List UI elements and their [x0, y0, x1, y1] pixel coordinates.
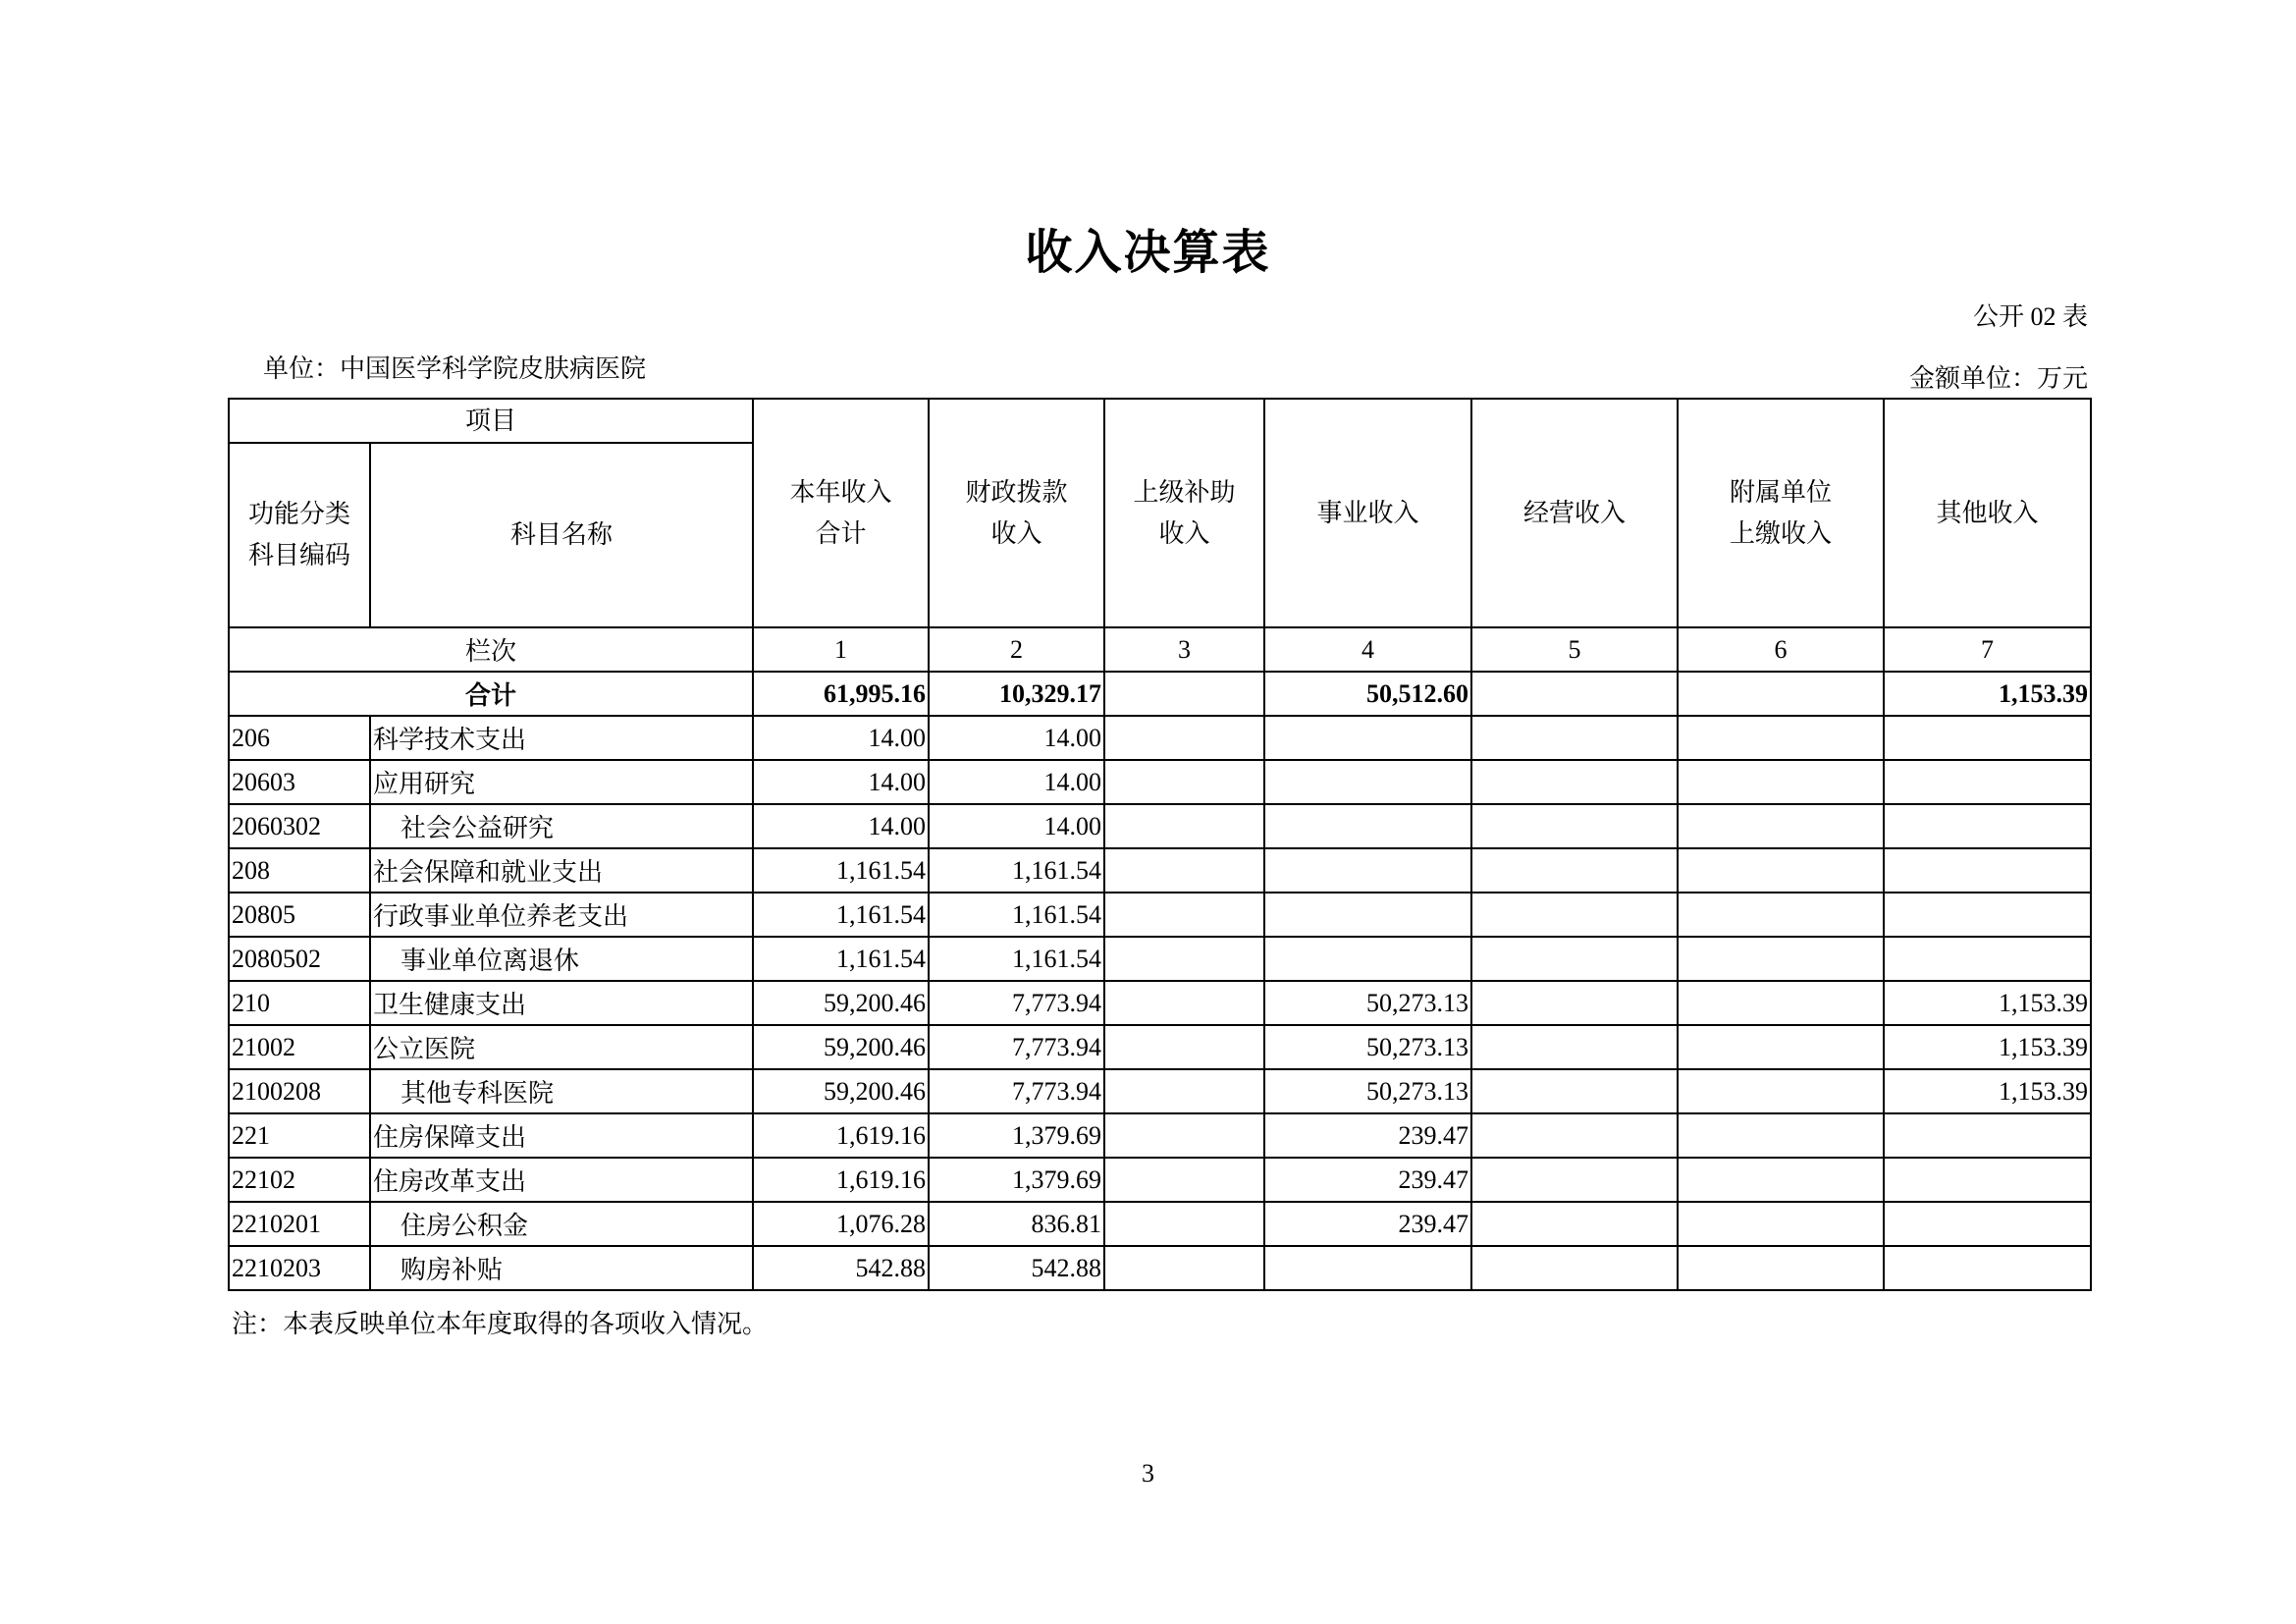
amount-cell [1678, 1246, 1884, 1290]
table-row [229, 1246, 2091, 1290]
amount-cell [1264, 848, 1471, 893]
amount-cell [1678, 848, 1884, 893]
amount-cell [1264, 1246, 1471, 1290]
amount-cell [1471, 1202, 1678, 1246]
amount-cell [1678, 937, 1884, 981]
amount-cell: 542.88 [753, 1246, 929, 1290]
header-other-income: 其他收入 [1884, 399, 2091, 627]
amount-cell [1264, 937, 1471, 981]
amount-cell: 14.00 [929, 760, 1104, 804]
amount-cell [1471, 1069, 1678, 1113]
subject-code: 221 [229, 1113, 370, 1158]
amount-cell: 14.00 [753, 804, 929, 848]
header-project: 项目 [229, 399, 753, 443]
page-number: 3 [1142, 1459, 1154, 1488]
table-row [229, 1025, 2091, 1069]
subject-name: 住房公积金 [370, 1202, 753, 1246]
total-value [1471, 672, 1678, 716]
amount-cell: 1,161.54 [753, 893, 929, 937]
amount-cell [1884, 760, 2091, 804]
amount-cell [1104, 981, 1264, 1025]
amount-cell [1471, 893, 1678, 937]
reporting-unit: 单位：中国医学科学院皮肤病医院 [263, 354, 647, 383]
amount-cell: 1,161.54 [929, 937, 1104, 981]
total-value: 50,512.60 [1264, 672, 1471, 716]
subject-name: 社会公益研究 [370, 804, 753, 848]
subject-name: 其他专科医院 [370, 1069, 753, 1113]
subject-code: 206 [229, 716, 370, 760]
amount-cell [1104, 1069, 1264, 1113]
amount-cell: 1,619.16 [753, 1113, 929, 1158]
subject-code: 20805 [229, 893, 370, 937]
amount-cell: 14.00 [929, 804, 1104, 848]
total-label: 合计 [229, 672, 753, 716]
amount-cell [1104, 1158, 1264, 1202]
amount-cell [1471, 937, 1678, 981]
amount-cell [1471, 1113, 1678, 1158]
amount-cell [1678, 760, 1884, 804]
amount-cell: 50,273.13 [1264, 1025, 1471, 1069]
amount-cell [1884, 848, 2091, 893]
amount-cell: 59,200.46 [753, 981, 929, 1025]
amount-cell: 7,773.94 [929, 981, 1104, 1025]
amount-cell: 1,161.54 [929, 893, 1104, 937]
total-value: 10,329.17 [929, 672, 1104, 716]
column-number: 7 [1884, 627, 2091, 672]
amount-cell [1884, 1158, 2091, 1202]
table-row [229, 716, 2091, 760]
amount-cell [1884, 1113, 2091, 1158]
table-row [229, 804, 2091, 848]
amount-cell [1678, 1113, 1884, 1158]
amount-cell [1104, 760, 1264, 804]
amount-cell: 1,153.39 [1884, 1069, 2091, 1113]
amount-cell [1471, 1025, 1678, 1069]
amount-cell: 239.47 [1264, 1202, 1471, 1246]
amount-unit: 金额单位：万元 [1908, 364, 2088, 393]
subject-code: 20603 [229, 760, 370, 804]
amount-cell [1104, 848, 1264, 893]
column-number: 3 [1104, 627, 1264, 672]
header-subject-name: 科目名称 [370, 443, 753, 627]
amount-cell: 1,161.54 [753, 937, 929, 981]
amount-cell [1264, 716, 1471, 760]
total-value: 61,995.16 [753, 672, 929, 716]
amount-cell [1104, 893, 1264, 937]
column-number: 6 [1678, 627, 1884, 672]
subject-name: 社会保障和就业支出 [370, 848, 753, 893]
amount-cell: 1,161.54 [929, 848, 1104, 893]
table-row [229, 937, 2091, 981]
subject-name: 住房保障支出 [370, 1113, 753, 1158]
table-row [229, 1202, 2091, 1246]
amount-cell [1104, 1025, 1264, 1069]
subject-name: 应用研究 [370, 760, 753, 804]
total-value [1678, 672, 1884, 716]
amount-cell [1678, 1158, 1884, 1202]
subject-code: 210 [229, 981, 370, 1025]
table-row [229, 760, 2091, 804]
amount-cell: 14.00 [753, 716, 929, 760]
amount-cell [1884, 1202, 2091, 1246]
header-operating-income: 经营收入 [1471, 399, 1678, 627]
subject-code: 2210201 [229, 1202, 370, 1246]
amount-cell [1678, 981, 1884, 1025]
header-row-top [229, 399, 2091, 443]
amount-cell: 239.47 [1264, 1113, 1471, 1158]
total-value: 1,153.39 [1884, 672, 2091, 716]
subject-name: 事业单位离退休 [370, 937, 753, 981]
header-function-code: 功能分类 科目编码 [229, 443, 370, 627]
header-superior-subsidy: 上级补助 收入 [1104, 399, 1264, 627]
column-number-label: 栏次 [229, 627, 753, 672]
amount-cell [1678, 1202, 1884, 1246]
subject-code: 208 [229, 848, 370, 893]
amount-cell [1264, 760, 1471, 804]
amount-cell: 59,200.46 [753, 1069, 929, 1113]
amount-cell: 1,161.54 [753, 848, 929, 893]
amount-cell: 1,076.28 [753, 1202, 929, 1246]
amount-cell: 59,200.46 [753, 1025, 929, 1069]
subject-code: 2060302 [229, 804, 370, 848]
amount-cell [1471, 981, 1678, 1025]
column-number: 5 [1471, 627, 1678, 672]
subject-name: 公立医院 [370, 1025, 753, 1069]
amount-cell [1104, 804, 1264, 848]
amount-cell [1678, 804, 1884, 848]
amount-cell: 542.88 [929, 1246, 1104, 1290]
amount-cell [1678, 893, 1884, 937]
amount-cell: 239.47 [1264, 1158, 1471, 1202]
total-row [229, 672, 2091, 716]
amount-cell [1884, 804, 2091, 848]
total-value [1104, 672, 1264, 716]
amount-cell: 7,773.94 [929, 1025, 1104, 1069]
amount-cell [1471, 1246, 1678, 1290]
page-title: 收入决算表 [1025, 227, 1271, 279]
amount-cell [1884, 937, 2091, 981]
amount-cell [1104, 1202, 1264, 1246]
column-number: 4 [1264, 627, 1471, 672]
amount-cell [1104, 1113, 1264, 1158]
header-business-income: 事业收入 [1264, 399, 1471, 627]
column-number-row [229, 627, 2091, 672]
amount-cell: 7,773.94 [929, 1069, 1104, 1113]
amount-cell: 1,153.39 [1884, 1025, 2091, 1069]
subject-code: 21002 [229, 1025, 370, 1069]
header-total-income: 本年收入 合计 [753, 399, 929, 627]
table-row [229, 848, 2091, 893]
header-fiscal-appropriation: 财政拨款 收入 [929, 399, 1104, 627]
header-affiliated-income: 附属单位 上缴收入 [1678, 399, 1884, 627]
subject-name: 住房改革支出 [370, 1158, 753, 1202]
amount-cell: 836.81 [929, 1202, 1104, 1246]
subject-name: 卫生健康支出 [370, 981, 753, 1025]
subject-code: 2100208 [229, 1069, 370, 1113]
amount-cell [1471, 760, 1678, 804]
amount-cell: 1,619.16 [753, 1158, 929, 1202]
table-row [229, 1069, 2091, 1113]
table-row [229, 1158, 2091, 1202]
amount-cell [1884, 716, 2091, 760]
amount-cell: 1,153.39 [1884, 981, 2091, 1025]
amount-cell [1884, 893, 2091, 937]
subject-name: 行政事业单位养老支出 [370, 893, 753, 937]
column-number: 2 [929, 627, 1104, 672]
amount-cell: 1,379.69 [929, 1158, 1104, 1202]
subject-code: 22102 [229, 1158, 370, 1202]
amount-cell [1264, 893, 1471, 937]
amount-cell [1471, 1158, 1678, 1202]
amount-cell [1471, 804, 1678, 848]
amount-cell [1264, 804, 1471, 848]
amount-cell: 50,273.13 [1264, 981, 1471, 1025]
table-row [229, 893, 2091, 937]
form-number: 公开 02 表 [1972, 302, 2088, 331]
amount-cell [1884, 1246, 2091, 1290]
amount-cell [1104, 1246, 1264, 1290]
amount-cell [1104, 716, 1264, 760]
column-number: 1 [753, 627, 929, 672]
amount-cell: 1,379.69 [929, 1113, 1104, 1158]
amount-cell: 14.00 [753, 760, 929, 804]
table-row [229, 1113, 2091, 1158]
amount-cell: 14.00 [929, 716, 1104, 760]
amount-cell [1471, 716, 1678, 760]
subject-code: 2080502 [229, 937, 370, 981]
table-note: 注：本表反映单位本年度取得的各项收入情况。 [232, 1310, 769, 1338]
subject-name: 购房补贴 [370, 1246, 753, 1290]
amount-cell [1678, 716, 1884, 760]
table-row [229, 981, 2091, 1025]
amount-cell: 50,273.13 [1264, 1069, 1471, 1113]
amount-cell [1104, 937, 1264, 981]
subject-code: 2210203 [229, 1246, 370, 1290]
amount-cell [1678, 1069, 1884, 1113]
subject-name: 科学技术支出 [370, 716, 753, 760]
amount-cell [1678, 1025, 1884, 1069]
income-final-accounts-table [228, 398, 2092, 1291]
amount-cell [1471, 848, 1678, 893]
